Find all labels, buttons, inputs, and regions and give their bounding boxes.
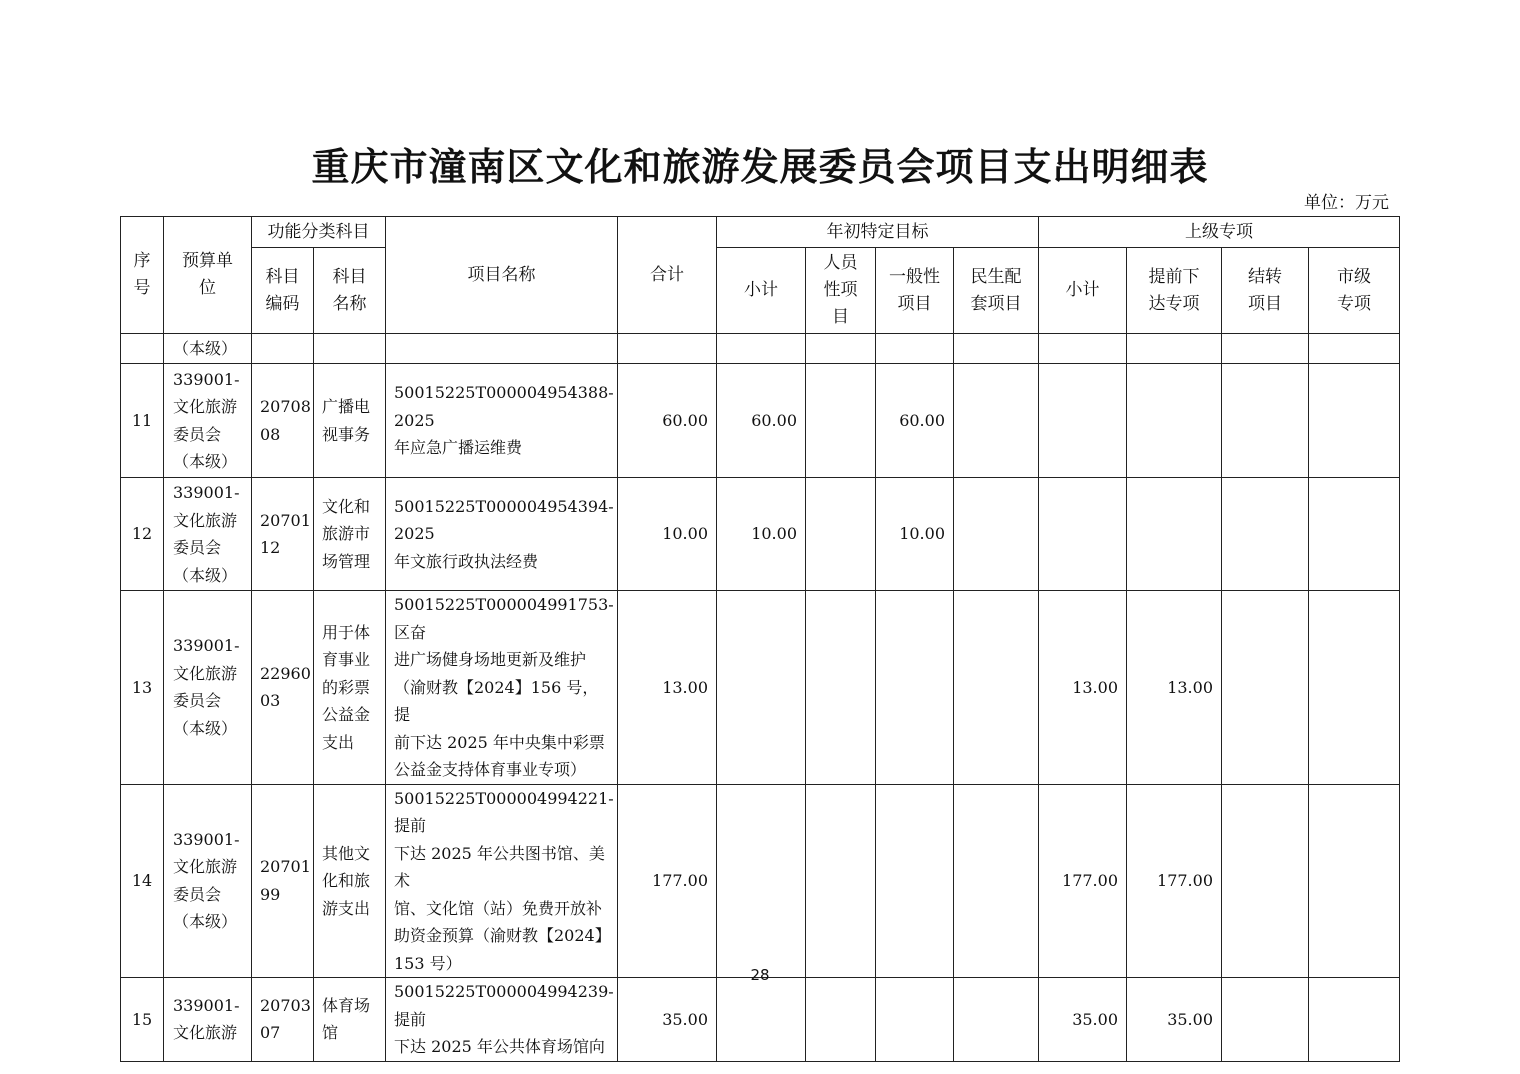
cell-subject-code-line: 03 — [260, 691, 281, 711]
cell-total: 60.00 — [618, 364, 717, 478]
cell-sup-city — [1309, 978, 1400, 1062]
cell-sup-subtotal: 13.00 — [1039, 591, 1127, 785]
cell-subject-name-line: 视事务 — [322, 424, 371, 444]
cell-sup-subtotal — [1039, 364, 1127, 478]
cell-annual-subtotal: 10.00 — [717, 478, 806, 591]
cell-seq: 14 — [121, 784, 164, 978]
cell-project-name-line: （渝财教【2024】156 号，提 — [394, 677, 599, 724]
cell-budget-unit — [164, 978, 252, 1062]
cell-project-name — [386, 478, 618, 591]
cell-project-name-line: 50015225T000004994221-提前 — [394, 788, 614, 835]
cell-subject-name — [314, 364, 386, 478]
table-row — [121, 478, 1400, 591]
cell-budget-unit-line: 339001- — [173, 995, 240, 1015]
cell-annual-livelihood — [954, 591, 1039, 785]
cell-subject-name-line: 化和旅 — [322, 871, 371, 890]
cell-annual-subtotal — [717, 591, 806, 785]
cell-subject-code-line: 07 — [260, 1023, 281, 1043]
table-row — [121, 784, 1400, 978]
cell-subject-name — [314, 784, 386, 978]
cell-budget-unit — [164, 478, 252, 591]
cell-annual-personnel — [806, 784, 876, 978]
cell-subject-code — [252, 478, 314, 591]
cell-subject-name-line: 体育场 — [322, 995, 371, 1015]
cell-project-name — [386, 591, 618, 785]
cell-subject-code-line: 20701 — [260, 510, 311, 530]
cell-annual-general — [876, 784, 954, 978]
cell-budget-unit-line: （本级） — [173, 718, 238, 738]
cell-annual-general: 60.00 — [876, 364, 954, 478]
cell-budget-unit-line: 339001- — [173, 369, 240, 389]
cell-sup-city — [1309, 478, 1400, 591]
cell-total: 177.00 — [618, 784, 717, 978]
header-sup-carryover: 结转项目 — [1222, 248, 1309, 334]
cell-sup-advance: 177.00 — [1127, 784, 1222, 978]
header-subject-name: 科目名称 — [314, 248, 386, 334]
cell-total: 35.00 — [618, 978, 717, 1062]
cell-sup-carryover — [1222, 784, 1309, 978]
cell-project-name-line: 前下达 2025 年中央集中彩票 — [394, 732, 605, 752]
cell-subject-code-line: 20703 — [260, 995, 311, 1015]
cell-subject-name-line: 用于体 — [322, 622, 371, 642]
cell-budget-unit-line: （本级） — [173, 565, 238, 585]
cell-subject-name-line: 旅游市 — [322, 524, 371, 544]
cell-sup-carryover — [1222, 978, 1309, 1062]
cell-project-name-line: 年文旅行政执法经费 — [394, 551, 539, 571]
cell-subject-code-line: 20708 — [260, 397, 311, 416]
cell-project-name-line: 助资金预算（渝财教【2024】 — [394, 926, 611, 945]
header-annual-livelihood: 民生配套项目 — [954, 248, 1039, 334]
expenditure-table — [120, 216, 1400, 1062]
cell-annual-livelihood — [954, 364, 1039, 478]
cell-budget-unit-line: 文化旅游 — [173, 510, 238, 530]
cell-subject-code — [252, 784, 314, 978]
header-total: 合计 — [618, 217, 717, 334]
cell-subject-name-line: 育事业 — [322, 650, 371, 669]
header-sup-city: 市级专项 — [1309, 248, 1400, 334]
cell-total: 10.00 — [618, 478, 717, 591]
cell-sup-city — [1309, 364, 1400, 478]
cell-budget-unit-line: 委员会 — [173, 884, 222, 904]
cell-budget-unit-line: 委员会 — [173, 538, 222, 557]
cell-project-name — [386, 784, 618, 978]
cell-subject-name-line: 游支出 — [322, 898, 371, 918]
header-superior-group: 上级专项 — [1039, 217, 1400, 248]
cell-subject-code — [252, 364, 314, 478]
cell-budget-unit — [164, 784, 252, 978]
cell-subject-code-line: 20701 — [260, 857, 311, 877]
cell-budget-unit-line: 文化旅游 — [173, 1023, 238, 1043]
cell-project-name-line: 进广场健身场地更新及维护 — [394, 650, 587, 669]
cell-budget-unit: （本级） — [164, 334, 252, 364]
cell-annual-livelihood — [954, 978, 1039, 1062]
cell-annual-general — [876, 978, 954, 1062]
cell-subject-name-line: 文化和 — [322, 496, 371, 516]
cell-sup-carryover — [1222, 478, 1309, 591]
header-annual-subtotal: 小计 — [717, 248, 806, 334]
cell-subject-code-line: 22960 — [260, 663, 311, 683]
cell-project-name-line: 公益金支持体育事业专项） — [394, 760, 587, 779]
page-title: 重庆市潼南区文化和旅游发展委员会项目支出明细表 — [311, 144, 1209, 189]
cell-subject-name — [314, 591, 386, 785]
header-project-name: 项目名称 — [386, 217, 618, 334]
cell-project-name-line: 下达 2025 年公共体育场馆向 — [394, 1037, 605, 1056]
cell-project-name-line: 下达 2025 年公共图书馆、美术 — [394, 843, 605, 890]
header-sup-advance: 提前下达专项 — [1127, 248, 1222, 334]
cell-project-name — [386, 364, 618, 478]
table-row — [121, 978, 1400, 1062]
header-func-group: 功能分类科目 — [252, 217, 386, 248]
cell-annual-personnel — [806, 978, 876, 1062]
cell-subject-code-line: 99 — [260, 884, 281, 904]
cell-sup-advance: 35.00 — [1127, 978, 1222, 1062]
cell-budget-unit — [164, 364, 252, 478]
cell-subject-code — [252, 978, 314, 1062]
cell-subject-name — [314, 978, 386, 1062]
cell-project-name-line: 50015225T000004954388-2025 — [394, 383, 614, 430]
header-sup-subtotal: 小计 — [1039, 248, 1127, 334]
table-row — [121, 364, 1400, 478]
cell-sup-city — [1309, 591, 1400, 785]
cell-subject-name-line: 其他文 — [322, 843, 371, 863]
cell-annual-general: 10.00 — [876, 478, 954, 591]
cell-sup-subtotal: 35.00 — [1039, 978, 1127, 1062]
cell-project-name — [386, 978, 618, 1062]
cell-annual-livelihood — [954, 784, 1039, 978]
header-annual-group: 年初特定目标 — [717, 217, 1039, 248]
cell-subject-code-line: 08 — [260, 424, 281, 444]
cell-subject-name — [314, 478, 386, 591]
cell-annual-subtotal: 60.00 — [717, 364, 806, 478]
cell-sup-carryover — [1222, 364, 1309, 478]
cell-seq: 15 — [121, 978, 164, 1062]
cell-budget-unit — [164, 591, 252, 785]
cell-subject-name-line: 广播电 — [322, 397, 371, 416]
cell-subject-name-line: 公益金 — [322, 705, 371, 724]
cell-sup-carryover — [1222, 591, 1309, 785]
cell-budget-unit-line: 文化旅游 — [173, 663, 238, 683]
page-number: 28 — [750, 966, 770, 984]
cell-sup-advance — [1127, 364, 1222, 478]
cell-budget-unit-line: （本级） — [173, 452, 238, 471]
cell-sup-advance — [1127, 478, 1222, 591]
cell-annual-general — [876, 591, 954, 785]
cell-sup-subtotal — [1039, 478, 1127, 591]
header-seq: 序号 — [121, 217, 164, 334]
cell-project-name-line: 年应急广播运维费 — [394, 438, 523, 458]
header-annual-personnel: 人员性项目 — [806, 248, 876, 334]
cell-project-name-line: 153 号） — [394, 953, 462, 973]
cell-subject-name-line: 场管理 — [322, 551, 371, 571]
header-subject-code: 科目编码 — [252, 248, 314, 334]
cell-budget-unit-line: 委员会 — [173, 424, 222, 444]
cell-annual-personnel — [806, 591, 876, 785]
cell-project-name-line: 50015225T000004991753-区奋 — [394, 595, 614, 642]
cell-project-name-line: 50015225T000004954394-2025 — [394, 496, 614, 544]
cell-budget-unit-line: 委员会 — [173, 691, 222, 711]
cell-project-name-line: 馆、文化馆（站）免费开放补 — [394, 898, 603, 918]
cell-seq: 12 — [121, 478, 164, 591]
cell-sup-advance: 13.00 — [1127, 591, 1222, 785]
cell-subject-name-line: 的彩票 — [322, 677, 371, 697]
cell-subject-name-line: 馆 — [322, 1023, 339, 1043]
table-row-continued — [121, 334, 1400, 364]
cell-budget-unit-line: 文化旅游 — [173, 397, 238, 416]
cell-annual-livelihood — [954, 478, 1039, 591]
cell-subject-code — [252, 591, 314, 785]
cell-annual-subtotal — [717, 784, 806, 978]
cell-subject-name-line: 支出 — [322, 732, 355, 752]
cell-budget-unit-line: 339001- — [173, 829, 240, 849]
cell-budget-unit-line: 339001- — [173, 636, 240, 656]
cell-seq: 11 — [121, 364, 164, 478]
cell-budget-unit-line: 339001- — [173, 483, 240, 502]
cell-project-name-line: 50015225T000004994239-提前 — [394, 982, 614, 1029]
cell-seq: 13 — [121, 591, 164, 785]
cell-annual-personnel — [806, 364, 876, 478]
cell-sup-city — [1309, 784, 1400, 978]
cell-budget-unit-line: 文化旅游 — [173, 857, 238, 877]
cell-annual-subtotal — [717, 978, 806, 1062]
cell-budget-unit-line: （本级） — [173, 912, 238, 932]
header-budget-unit: 预算单位 — [164, 217, 252, 334]
cell-total: 13.00 — [618, 591, 717, 785]
header-annual-general: 一般性项目 — [876, 248, 954, 334]
cell-annual-personnel — [806, 478, 876, 591]
cell-sup-subtotal: 177.00 — [1039, 784, 1127, 978]
table-row — [121, 591, 1400, 785]
unit-label: 单位：万元 — [1304, 193, 1389, 213]
cell-subject-code-line: 12 — [260, 538, 281, 557]
